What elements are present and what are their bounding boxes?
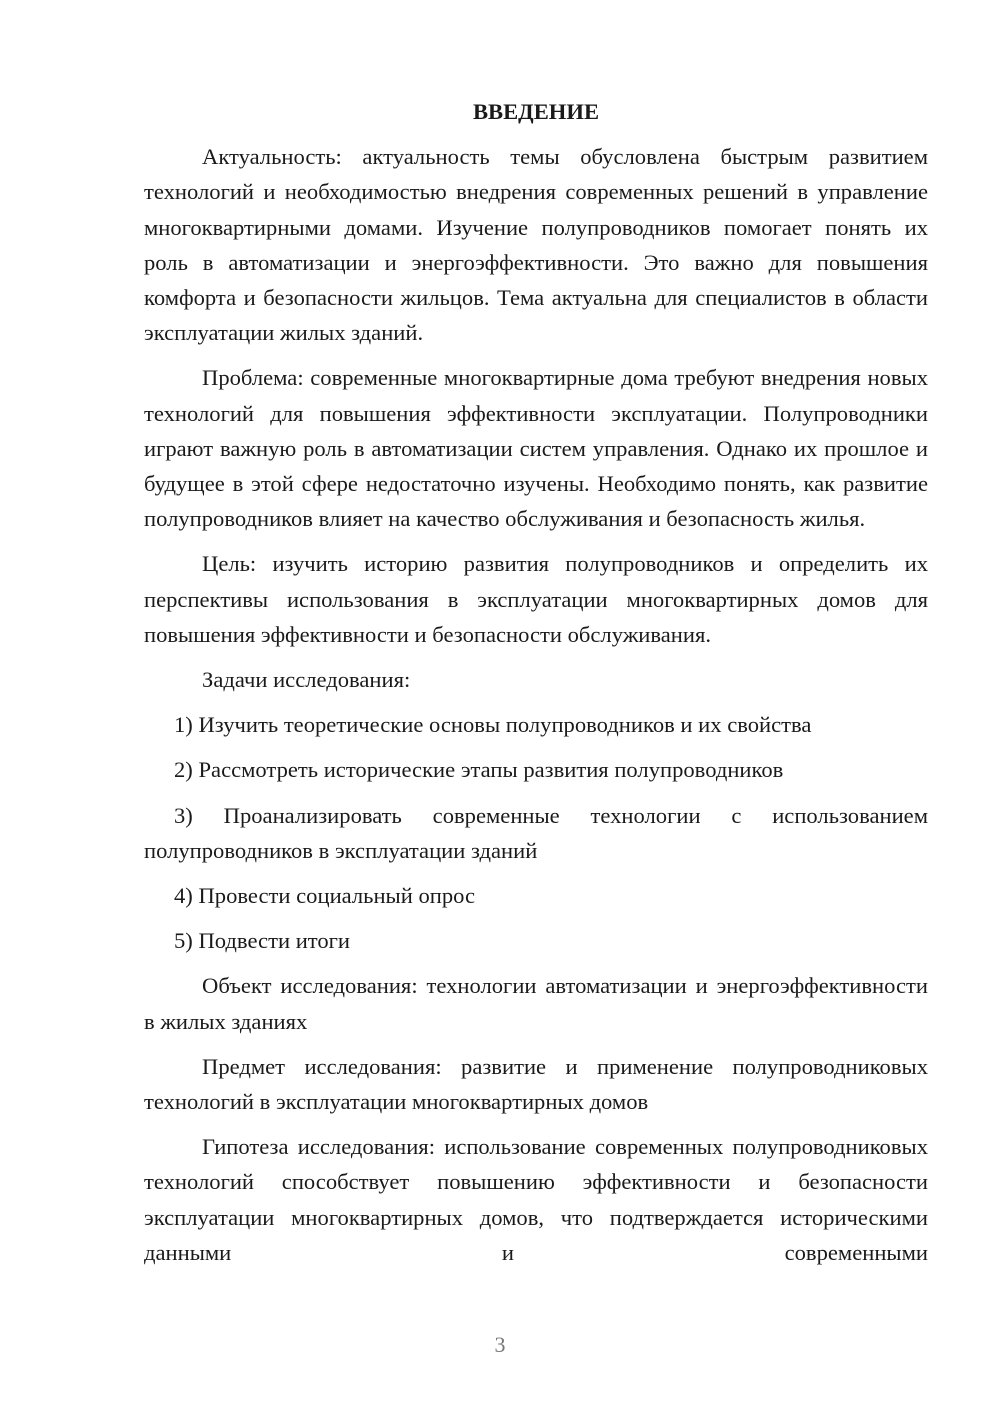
section-title: ВВЕДЕНИЕ — [472, 99, 600, 124]
subject-paragraph: Предмет исследования: развитие и применение полупроводниковых технологий в эксплуатации многоквартирных домов — [144, 1053, 928, 1115]
goal-paragraph: Цель: изучить историю развития полупроводников и определить их перспективы использования в эксплуатации многоквартирных домов для повышения эффективности и безопасности обслуживания. — [144, 551, 928, 647]
tasks-label: Задачи исследования: — [202, 667, 411, 693]
task-item-3: 3) Проанализировать современные технологии с использованием полупроводников в эксплуатации зданий — [144, 802, 928, 863]
task-item-1: 1) Изучить теоретические основы полупроводников и их свойства — [174, 712, 812, 738]
relevance-paragraph: Актуальность: актуальность темы обусловлена быстрым развитием технологий и необходимостью внедрения современных решений в управление многоквартирными домами. Изучение полупроводников помогает понять их роль в автоматизации и энергоэффективности. Это важно для повышения комфорта и безопасности жильцов. Тема актуальна для специалистов в области эксплуатации жилых зданий. — [144, 144, 928, 346]
page-content — [144, 94, 928, 1280]
object-paragraph: Объект исследования: технологии автоматизации и энергоэффективности в жилых зданиях — [144, 973, 928, 1034]
task-item-2: 2) Рассмотреть исторические этапы развития полупроводников — [174, 757, 784, 783]
problem-paragraph: Проблема: современные многоквартирные дома требуют внедрения новых технологий для повышения эффективности эксплуатации. Полупроводники играют важную роль в автоматизации систем управления. Однако их прошлое и будущее в этой сфере недостаточно изучены. Необходимо понять, как развитие полупроводников влияет на качество обслуживания и безопасность жилья. — [144, 365, 928, 532]
page-number: 3 — [494, 1332, 506, 1357]
task-item-4: 4) Провести социальный опрос — [174, 883, 476, 909]
hypothesis-paragraph: Гипотеза исследования: использование современных полупроводниковых технологий способствует повышению эффективности и безопасности эксплуатации многоквартирных домов, что подтверждается историческими данными и современными — [144, 1134, 928, 1265]
task-item-5: 5) Подвести итоги — [174, 928, 351, 954]
